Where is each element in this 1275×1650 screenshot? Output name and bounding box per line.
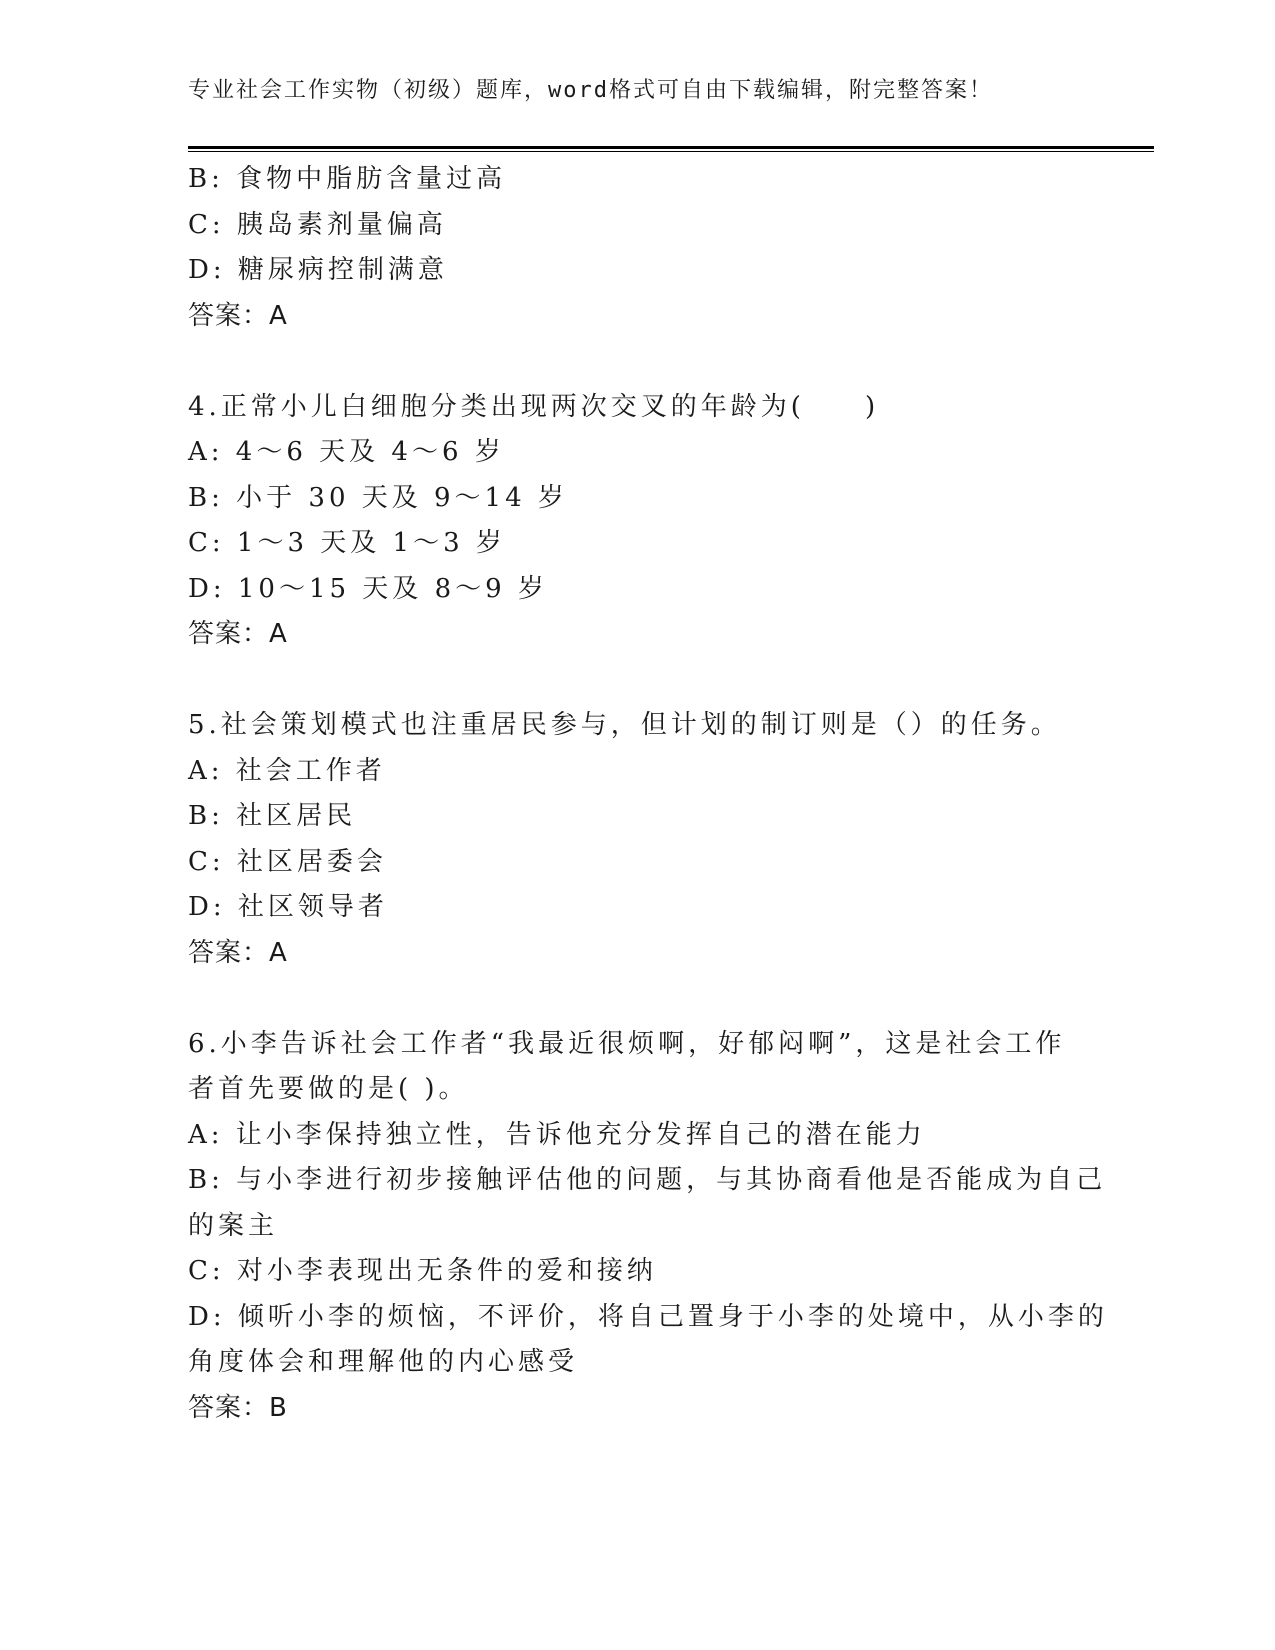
option-d: D: 倾听小李的烦恼，不评价，将自己置身于小李的处境中，从小李的 [188, 1301, 1108, 1332]
option-a: A: 4～6 天及 4～6 岁 [188, 437, 505, 467]
question-3-tail [188, 157, 1088, 339]
question-stem: 5.社会策划模式也注重居民参与，但计划的制订则是（）的任务。 [188, 710, 1061, 740]
question-stem-line: 6.小李告诉社会工作者“我最近很烦啊，好郁闷啊”，这是社会工作 [188, 1028, 1066, 1059]
option-a: A: 社会工作者 [188, 755, 386, 786]
option-c: C: 对小李表现出无条件的爱和接纳 [188, 1256, 657, 1286]
option-d-continued: 角度体会和理解他的内心感受 [188, 1347, 579, 1377]
header-divider-thin [188, 151, 1154, 152]
spacer [188, 339, 1088, 385]
question-stem-line: 者首先要做的是( )。 [188, 1074, 469, 1104]
option-c: C: 社区居委会 [188, 846, 387, 877]
answer: 答案：A [188, 619, 288, 649]
option-c: C: 1～3 天及 1～3 岁 [188, 528, 506, 558]
question-4 [188, 385, 1088, 658]
question-stem: 4.正常小儿白细胞分类出现两次交叉的年龄为( ) [188, 391, 880, 422]
answer: 答案：A [188, 300, 288, 331]
spacer [188, 658, 1088, 704]
page-header: 专业社会工作实物（初级）题库，word格式可自由下载编辑，附完整答案！ [188, 78, 993, 103]
option-d: D: 社区领导者 [188, 892, 388, 922]
document-body [188, 157, 1108, 1431]
option-b: B: 小于 30 天及 9～14 岁 [188, 482, 568, 513]
option-b: B: 食物中脂肪含量过高 [188, 164, 507, 194]
question-5 [188, 703, 1088, 976]
option-b: B: 社区居民 [188, 801, 357, 831]
option-b: B: 与小李进行初步接触评估他的问题，与其协商看他是否能成为自己 [188, 1165, 1107, 1195]
option-b-continued: 的案主 [188, 1210, 279, 1241]
option-d: D: 10～15 天及 8～9 岁 [188, 573, 548, 604]
option-c: C: 胰岛素剂量偏高 [188, 209, 447, 240]
spacer [188, 976, 1088, 1022]
option-a: A: 让小李保持独立性，告诉他充分发挥自己的潜在能力 [188, 1119, 926, 1150]
answer: 答案：A [188, 937, 288, 968]
answer: 答案：B [188, 1392, 288, 1423]
question-6 [188, 1022, 1108, 1432]
header-divider [188, 146, 1154, 149]
option-d: D: 糖尿病控制满意 [188, 255, 448, 285]
